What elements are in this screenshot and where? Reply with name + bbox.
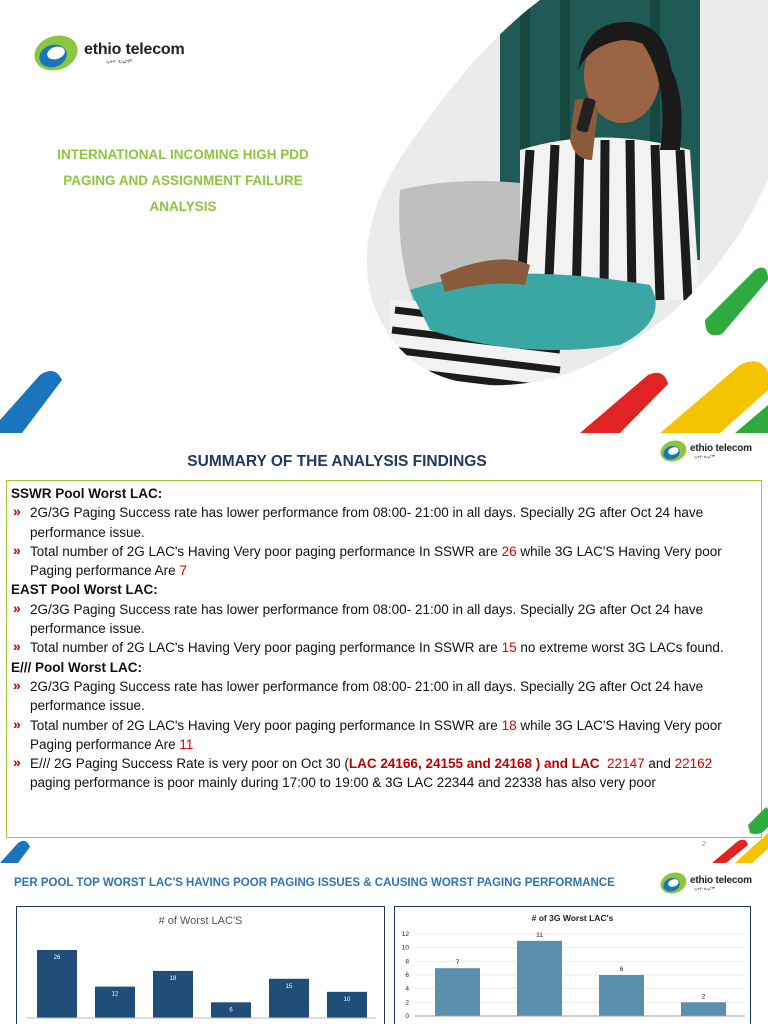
lac-highlight: 22147 — [607, 756, 645, 772]
lac-highlight: 22162 — [674, 756, 713, 772]
cover-title-line-2: PAGING AND ASSIGNMENT FAILURE — [63, 173, 303, 188]
count-highlight: 11 — [179, 736, 194, 752]
y-tick-label: 10 — [401, 944, 409, 952]
summary-title: SUMMARY OF THE ANALYSIS FINDINGS — [187, 453, 487, 470]
finding-bullet: » 2G/3G Paging Success rate has lower performance from 08:00- 21:00 in all days. Specially 2G after Oct 24 have performance issue. — [11, 600, 755, 639]
woman-on-phone-photo — [340, 0, 768, 433]
bar — [517, 941, 562, 1016]
cover-slide — [0, 0, 768, 433]
page-number: 2 — [702, 841, 706, 848]
count-highlight: 7 — [179, 563, 187, 579]
bar-value-label: 6 — [229, 1007, 233, 1014]
bar — [435, 968, 480, 1016]
lac-highlight: LAC 24166, 24155 and 24168 ) and LAC — [348, 756, 600, 772]
logo-amharic-mark: ኢትዮ ቴሌኮም — [106, 59, 133, 65]
logo-wordmark: ethio telecom — [690, 875, 752, 886]
bar-value-label: 11 — [536, 931, 543, 939]
ethio-telecom-logo-small — [658, 871, 752, 895]
cover-artwork — [0, 0, 768, 433]
y-tick-label: 8 — [405, 958, 409, 966]
bar-value-label: 15 — [285, 983, 293, 990]
bar-value-label: 6 — [619, 966, 624, 973]
bar-value-label: 26 — [53, 955, 61, 961]
bar — [599, 975, 644, 1016]
bar-value-label: 12 — [111, 991, 119, 998]
logo-amharic-mark: ኢትዮ ቴሌኮም — [694, 886, 716, 891]
chart-worst-lacs-plot — [17, 907, 386, 1024]
logo-wordmark: ethio telecom — [84, 41, 185, 58]
finding-bullet: » Total number of 2G LAC's Having Very poor paging performance In SSWR are 15 no extreme worst 3G LACs found. — [11, 638, 755, 657]
finding-bullet: » E/// 2G Paging Success Rate is very poor on Oct 30 (LAC 24166, 24155 and 24168 ) and LAC 22147 and 22162 paging performance is poor mainly during 17:00 to 19:00 & 3G LAC 22344 and 22338 has also very poor — [11, 754, 755, 793]
finding-bullet: » Total number of 2G LAC's Having Very poor paging performance In SSWR are 18 while 3G LAC'S Having Very poor Paging performance Are 11 — [11, 716, 755, 755]
bar-value-label: 2 — [701, 993, 706, 1001]
summary-slide — [0, 433, 768, 863]
decorative-stripes-left — [0, 371, 62, 433]
y-tick-label: 6 — [405, 972, 409, 979]
bar-value-label: 10 — [343, 996, 351, 1003]
count-highlight: 15 — [501, 640, 517, 656]
section-heading-sswr: SSWR Pool Worst LAC: — [11, 486, 163, 501]
bar — [327, 992, 367, 1018]
chart-worst-lacs — [16, 906, 385, 1024]
worst-lac-title: PER POOL TOP WORST LAC'S HAVING POOR PAGING ISSUES & CAUSING WORST PAGING PERFORMANCE — [14, 877, 615, 889]
chart-3g-worst-lacs — [394, 906, 751, 1024]
worst-lac-slide — [0, 863, 768, 1024]
chart-title: # of 3G Worst LAC's — [531, 913, 614, 923]
chart-3g-worst-lacs-plot — [395, 907, 752, 1024]
finding-bullet: » 2G/3G Paging Success rate has lower performance from 08:00- 21:00 in all days. Specially 2G after Oct 24 have performance issue. — [11, 503, 755, 542]
finding-bullet: » Total number of 2G LAC's Having Very poor paging performance In SSWR are 26 while 3G LAC'S Having Very poor Paging performance Are 7 — [11, 542, 755, 581]
count-highlight: 18 — [501, 717, 517, 733]
cover-title-line-1: INTERNATIONAL INCOMING HIGH PDD — [57, 147, 309, 162]
bar — [681, 1002, 726, 1016]
section-heading-ericsson: E/// Pool Worst LAC: — [11, 659, 142, 675]
y-tick-label: 0 — [405, 1013, 409, 1020]
logo-wordmark: ethio telecom — [690, 443, 752, 454]
logo-amharic-mark: ኢትዮ ቴሌኮም — [694, 454, 716, 459]
count-highlight: 26 — [501, 543, 517, 559]
summary-decor — [0, 433, 768, 863]
y-tick-label: 4 — [405, 985, 409, 993]
chart-title: # of Worst LAC'S — [158, 915, 243, 927]
cover-title-line-3: ANALYSIS — [149, 199, 217, 214]
finding-bullet: » 2G/3G Paging Success rate has lower performance from 08:00- 21:00 in all days. Specially 2G after Oct 24 have performance issue. — [11, 677, 755, 716]
bar-value-label: 7 — [455, 959, 460, 967]
ethio-telecom-logo-icon — [658, 871, 690, 895]
y-tick-label: 2 — [405, 999, 409, 1007]
section-heading-east: EAST Pool Worst LAC: — [11, 582, 158, 598]
bar-value-label: 18 — [169, 975, 177, 982]
y-tick-label: 12 — [401, 931, 409, 938]
